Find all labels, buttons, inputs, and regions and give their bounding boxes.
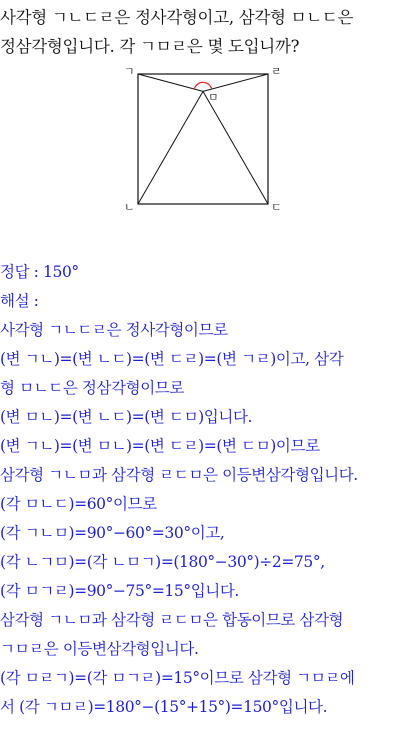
solution-line: (변 ㅁㄴ)=(변 ㄴㄷ)=(변 ㄷㅁ)입니다. — [0, 408, 253, 426]
solution-line: (각 ㅁㄱㄹ)=90°−75°=15°입니다. — [0, 582, 239, 600]
vertex-label-apex: ㅁ — [208, 91, 219, 104]
solution-line: (각 ㅁㄹㄱ)=(각 ㅁㄱㄹ)=15°이므로 삼각형 ㄱㅁㄹ에 — [0, 669, 355, 687]
solution-line: ㄱㅁㄹ은 이등변삼각형입니다. — [0, 640, 199, 658]
solution-line: (각 ㅁㄴㄷ)=60°이므로 — [0, 495, 157, 513]
solution-line: (변 ㄱㄴ)=(변 ㅁㄴ)=(변 ㄷㄹ)=(변 ㄷㅁ)이므로 — [0, 437, 320, 455]
solution-line: (각 ㄱㄴㅁ)=90°−60°=30°이고, — [0, 524, 225, 542]
answer-line: 정답 : 150° — [0, 263, 79, 281]
segment-d-e — [203, 74, 268, 91]
question-line-2: 정삼각형입니다. 각 ㄱㅁㄹ은 몇 도입니까? — [0, 37, 300, 56]
square-triangle-figure — [118, 62, 288, 212]
vertex-label-top-right: ㄹ — [271, 65, 282, 78]
solution-line: (각 ㄴㄱㅁ)=(각 ㄴㅁㄱ)=(180°−30°)÷2=75°, — [0, 553, 325, 571]
vertex-label-bottom-left: ㄴ — [124, 201, 135, 212]
solution-line: 삼각형 ㄱㄴㅁ과 삼각형 ㄹㄷㅁ은 합동이므로 삼각형 — [0, 611, 344, 629]
segment-c-e — [203, 91, 268, 204]
solution-line: 서 (각 ㄱㅁㄹ)=180°−(15°+15°)=150°입니다. — [0, 698, 328, 716]
question-line-1: 사각형 ㄱㄴㄷㄹ은 정사각형이고, 삼각형 ㅁㄴㄷ은 — [0, 8, 354, 27]
angle-aed-mark — [194, 82, 211, 89]
solution-line: 삼각형 ㄱㄴㅁ과 삼각형 ㄹㄷㅁ은 이등변삼각형입니다. — [0, 466, 358, 484]
solution-line: 형 ㅁㄴㄷ은 정삼각형이므로 — [0, 379, 184, 397]
vertex-label-bottom-right: ㄷ — [271, 201, 282, 212]
square-abcd — [138, 74, 268, 204]
segment-a-e — [138, 74, 203, 91]
explanation-heading: 해설 : — [0, 292, 39, 310]
solution-line: 사각형 ㄱㄴㄷㄹ은 정사각형이므로 — [0, 321, 228, 339]
segment-b-e — [138, 91, 203, 204]
vertex-label-top-left: ㄱ — [124, 65, 135, 78]
solution-line: (변 ㄱㄴ)=(변 ㄴㄷ)=(변 ㄷㄹ)=(변 ㄱㄹ)이고, 삼각 — [0, 350, 344, 368]
